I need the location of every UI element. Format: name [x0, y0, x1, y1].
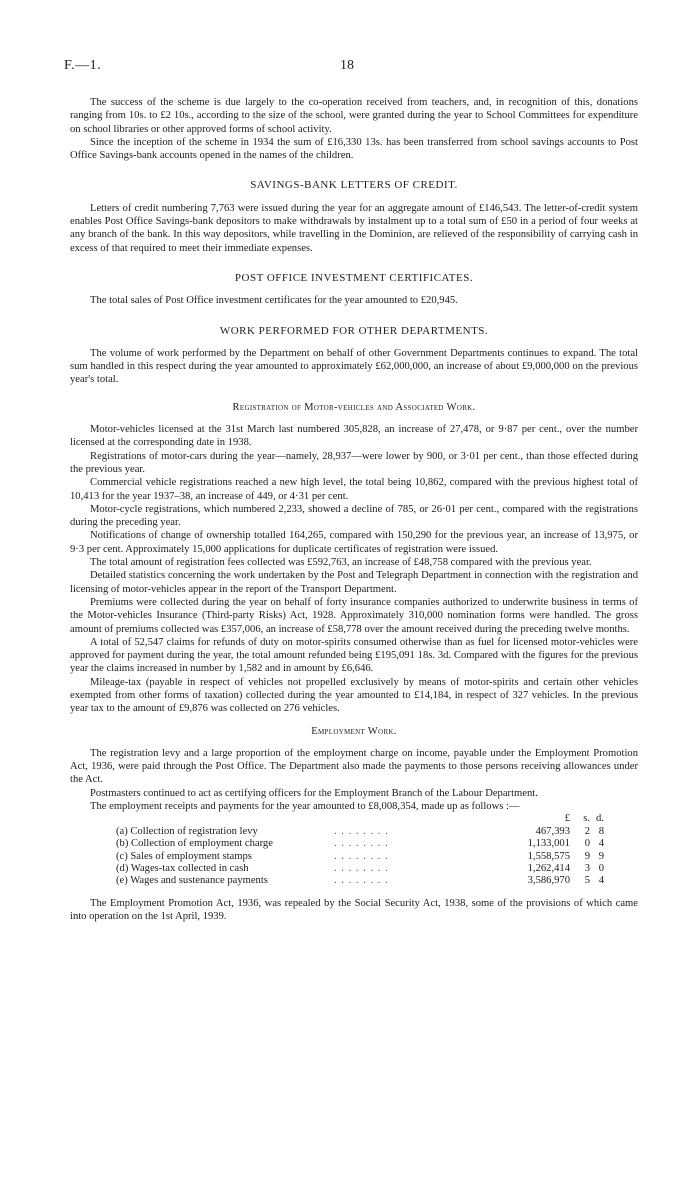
leader-dots: . . . . . . . .: [334, 862, 389, 874]
row-pounds: 467,393: [535, 825, 570, 837]
section-heading-other-departments: WORK PERFORMED FOR OTHER DEPARTMENTS.: [219, 324, 489, 337]
paragraph: Notifications of change of ownership totalled 164,265, compared with 150,290 for the previous year, an increase of 13,975, or 9·3 per cent. Approximately 15,000 applications for duplicate certificates of registration were issued.: [70, 530, 638, 555]
row-pence: 4: [598, 838, 604, 850]
paragraph: Since the inception of the scheme in 1934 the sum of £16,330 13s. has been transferred from school savings accounts to Post Office Savings-bank accounts opened in the names of the children.: [70, 136, 638, 162]
subheading-employment-work: Employment Work.: [311, 725, 397, 737]
table-row: [116, 863, 604, 875]
row-shillings: 0: [584, 838, 590, 850]
paragraph: Letters of credit numbering 7,763 were issued during the year for an aggregate amount of £146,543. The letter-of-credit system enables Post Office Savings-bank depositors to make withdrawals by instalment up to a total sum of £50 in a period of four weeks at any branch of the bank. In this way depositors, while travelling in the Dominion, are relieved of the responsibility of carrying cash in excess of that required to meet their immediate expenses.: [70, 202, 638, 254]
leader-dots: . . . . . . . .: [334, 825, 389, 837]
paragraph: Motor-cycle registrations, which numbered 2,233, showed a decline of 785, or 26·01 per cent., compared with the registrations during the preceding year.: [70, 503, 638, 529]
table-row: [116, 838, 604, 850]
shillings-header: s.: [583, 813, 590, 825]
paragraph: Postmasters continued to act as certifying officers for the Employment Branch of the Labour Department.: [90, 787, 538, 799]
section-heading-letters-of-credit: SAVINGS-BANK LETTERS OF CREDIT.: [250, 179, 458, 192]
row-pounds: 1,133,001: [527, 838, 570, 850]
paragraph: Premiums were collected during the year on behalf of forty insurance companies authorized to underwrite business in terms of the Motor-vehicles Insurance (Third-party Risks) Act, 1928. Approximately 310,000 nomination forms were handled. The gross amount of premiums collected was £357,006, an increase of £58,778 over the amount received during the preceding twelve months.: [70, 596, 638, 635]
row-label: (b) Collection of employment charge: [116, 838, 273, 850]
paragraph: The total amount of registration fees collected was £592,763, an increase of £48,758 compared with the previous year.: [90, 557, 592, 569]
row-shillings: 2: [584, 825, 590, 837]
page-reference: F.—1.: [64, 58, 102, 73]
paragraph: The employment receipts and payments for the year amounted to £8,008,354, made up as follows :—: [90, 801, 520, 813]
paragraph: The volume of work performed by the Department on behalf of other Government Departments continues to expand. The total sum handled in this respect during the year amounted to approximately £62,000,000, an increase of about £9,000,000 on the previous year's total.: [70, 347, 638, 386]
row-label: (e) Wages and sustenance payments: [116, 875, 268, 887]
page-number: 18: [340, 58, 354, 73]
section-heading-investment-certificates: POST OFFICE INVESTMENT CERTIFICATES.: [234, 271, 474, 284]
paragraph: The registration levy and a large proportion of the employment charge on income, payable under the Employment Promotion Act, 1936, were paid through the Post Office. The Department also made the payments to those persons receiving allowances under the Act.: [70, 747, 638, 786]
table-row: [116, 826, 604, 838]
paragraph: Registrations of motor-cars during the year—namely, 28,937—were lower by 900, or 3·01 per cent., than those effected during the previous year.: [70, 450, 638, 475]
row-label: (c) Sales of employment stamps: [116, 850, 252, 862]
paragraph: The total sales of Post Office investment certificates for the year amounted to £20,945.: [90, 295, 458, 307]
row-pence: 0: [598, 862, 604, 874]
table-row: [116, 851, 604, 863]
row-shillings: 5: [584, 875, 590, 887]
currency-header-row: [116, 813, 604, 825]
row-shillings: 3: [584, 862, 590, 874]
leader-dots: . . . . . . . .: [334, 850, 389, 862]
page-body: [70, 96, 638, 923]
pounds-header: £: [564, 813, 570, 825]
row-pence: 8: [598, 825, 604, 837]
paragraph: Motor-vehicles licensed at the 31st March last numbered 305,828, an increase of 27,478, or 9·87 per cent., over the number licensed at the corresponding date in 1938.: [70, 424, 638, 449]
paragraph: Detailed statistics concerning the work undertaken by the Post and Telegraph Department in connection with the registration and licensing of motor-vehicles appear in the report of the Transport Department.: [70, 570, 638, 595]
paragraph: The Employment Promotion Act, 1936, was repealed by the Social Security Act, 1938, some of the provisions of which came into operation on the 1st April, 1939.: [70, 897, 638, 923]
row-label: (a) Collection of registration levy: [116, 825, 258, 837]
row-label: (d) Wages-tax collected in cash: [116, 862, 249, 874]
row-shillings: 9: [584, 850, 590, 862]
subheading-motor-vehicles: Registration of Motor-vehicles and Associated Work.: [232, 401, 476, 413]
row-pounds: 1,262,414: [527, 862, 570, 874]
table-row: [116, 875, 604, 887]
paragraph: Mileage-tax (payable in respect of vehicles not propelled exclusively by means of motor-spirits and certain other vehicles exempted from other forms of taxation) collected during the year amounted to £14,184, in respect of 327 vehicles. In the previous year tax to the amount of £9,876 was collected on 276 vehicles.: [70, 676, 638, 715]
row-pounds: 3,586,970: [527, 875, 570, 887]
paragraph: The success of the scheme is due largely to the co-operation received from teachers, and, in recognition of this, donations ranging from 10s. to £2 10s., according to the size of the school, were granted during the year to School Committees for expenditure on school libraries or other approved forms of school activity.: [70, 97, 638, 135]
paragraph: A total of 52,547 claims for refunds of duty on motor-spirits consumed otherwise than as fuel for licensed motor-vehicles were approved for payment during the year, the total amount refunded being £195,091 18s. 3d. Compared with the figures for the previous year the claims increased in number by 1,582 and in amount by £6,646.: [70, 636, 638, 675]
leader-dots: . . . . . . . .: [334, 875, 389, 887]
row-pence: 9: [598, 850, 604, 862]
pence-header: d.: [596, 813, 604, 825]
employment-payments-table: [116, 813, 604, 887]
row-pence: 4: [598, 875, 604, 887]
paragraph: Commercial vehicle registrations reached a new high level, the total being 10,862, compared with the previous highest total of 10,413 for the year 1937–38, an increase of 449, or 4·31 per cent.: [70, 477, 638, 502]
leader-dots: . . . . . . . .: [334, 838, 389, 850]
row-pounds: 1,558,575: [527, 850, 570, 862]
